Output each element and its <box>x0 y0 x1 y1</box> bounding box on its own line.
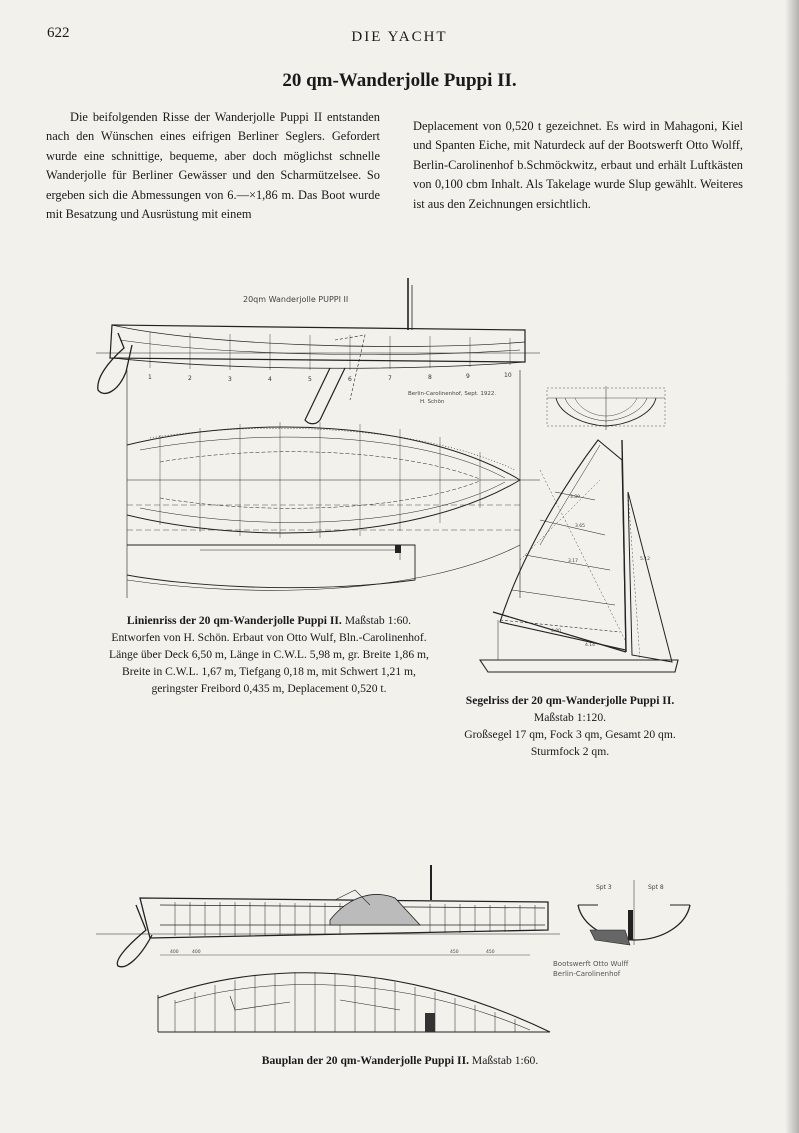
sail-plan <box>480 440 678 672</box>
station-number: 1 <box>148 374 152 381</box>
station-number: 2 <box>188 375 192 382</box>
construction-plan-profile <box>96 865 629 978</box>
caption-line: Sturmfock 2 qm. <box>530 745 610 758</box>
caption-line: Großsegel 17 qm, Fock 3 qm, Gesamt 20 qm. <box>464 728 676 741</box>
article-text-right-column: Deplacement von 0,520 t gezeichnet. Es wird in Mahagoni, Kiel und Spanten Eiche, mit Naturdeck auf der Bootswerft Otto Wolff, Berlin-Carolinenhof b.Schmöckwitz, erbaut und erhält Luftkästen von 0,100 cbm Inhalt. Als Takelage wurde Slup gewählt. Weiteres ist aus den Zeichnungen ersichtlich. <box>413 119 743 211</box>
caption-line: Länge über Deck 6,50 m, Länge in C.W.L. 5,98 m, gr. Breite 1,86 m, <box>109 648 429 661</box>
svg-text:3.80: 3.80 <box>570 495 581 500</box>
caption-scale: Maßstab 1:120. <box>533 711 607 724</box>
caption-title: Segelriss der 20 qm-Wanderjolle Puppi II. <box>465 694 675 707</box>
running-head: DIE YACHT <box>351 29 448 45</box>
lines-plan-caption <box>84 612 454 697</box>
svg-text:450: 450 <box>486 950 495 955</box>
lines-plan-body-sections <box>547 386 665 430</box>
svg-text:400: 400 <box>170 950 179 955</box>
caption-line: Breite in C.W.L. 1,67 m, Tiefgang 0,18 m, mit Schwert 1,21 m, <box>122 665 416 678</box>
yard-name: Bootswerft Otto Wulff <box>553 960 629 968</box>
svg-text:3.65: 3.65 <box>575 524 586 529</box>
svg-text:4.14: 4.14 <box>585 643 596 648</box>
station-number: 6 <box>348 376 352 383</box>
caption-line: Entworfen von H. Schön. Erbaut von Otto Wulf, Bln.-Carolinenhof. <box>111 631 427 644</box>
page-number: 622 <box>47 25 70 41</box>
article-text-left-column: Die beifolgenden Risse der Wanderjolle Puppi II entstanden nach den Wünschen eines eifrigen Berliner Seglers. Gefordert wurde eine schnittige, bequeme, aber doch möglichst schnelle Wanderjolle für Berliner Gewässer und den Scharmützelsee. So ergeben sich die Abmessungen von 6.—×1,86 m. Das Boot wurde mit Besatzung und Ausrüstung mit einem <box>46 110 380 222</box>
station-number: 10 <box>504 372 512 379</box>
station-number: 4 <box>268 376 272 383</box>
svg-text:450: 450 <box>450 950 459 955</box>
svg-text:3.17: 3.17 <box>568 559 579 564</box>
station-number: 5 <box>308 376 312 383</box>
construction-plan-caption <box>150 1052 650 1069</box>
caption-title: Linienriss der 20 qm-Wanderjolle Puppi II. <box>126 614 342 627</box>
designer-place-date: Berlin-Carolinenhof, Sept. 1922. <box>408 391 497 397</box>
construction-plan-deck-view <box>158 972 550 1032</box>
station-number: 9 <box>466 373 470 380</box>
lines-plan-half-breadth <box>127 370 540 598</box>
caption-scale: Maßstab 1:60. <box>344 614 412 627</box>
construction-plan-sections <box>578 880 690 945</box>
sail-plan-caption <box>450 692 690 760</box>
designer-name: H. Schön <box>420 399 445 405</box>
caption-title: Bauplan der 20 qm-Wanderjolle Puppi II. <box>261 1054 469 1067</box>
section-label: Spt 3 <box>596 884 612 891</box>
station-number: 8 <box>428 374 432 381</box>
caption-line: geringster Freibord 0,435 m, Deplacement 0,520 t. <box>151 682 387 695</box>
svg-text:4.00: 4.00 <box>551 629 562 634</box>
drawing-title: 20qm Wanderjolle PUPPI II <box>243 295 349 304</box>
section-label: Spt 8 <box>648 884 664 891</box>
article-title: 20 qm-Wanderjolle Puppi II. <box>282 70 517 91</box>
yard-location: Berlin-Carolinenhof <box>553 970 621 978</box>
station-number: 7 <box>388 375 392 382</box>
svg-text:5.12: 5.12 <box>640 557 651 562</box>
svg-text:400: 400 <box>192 950 201 955</box>
caption-scale: Maßstab 1:60. <box>471 1054 539 1067</box>
lines-plan-profile <box>96 278 540 424</box>
station-number: 3 <box>228 376 232 383</box>
